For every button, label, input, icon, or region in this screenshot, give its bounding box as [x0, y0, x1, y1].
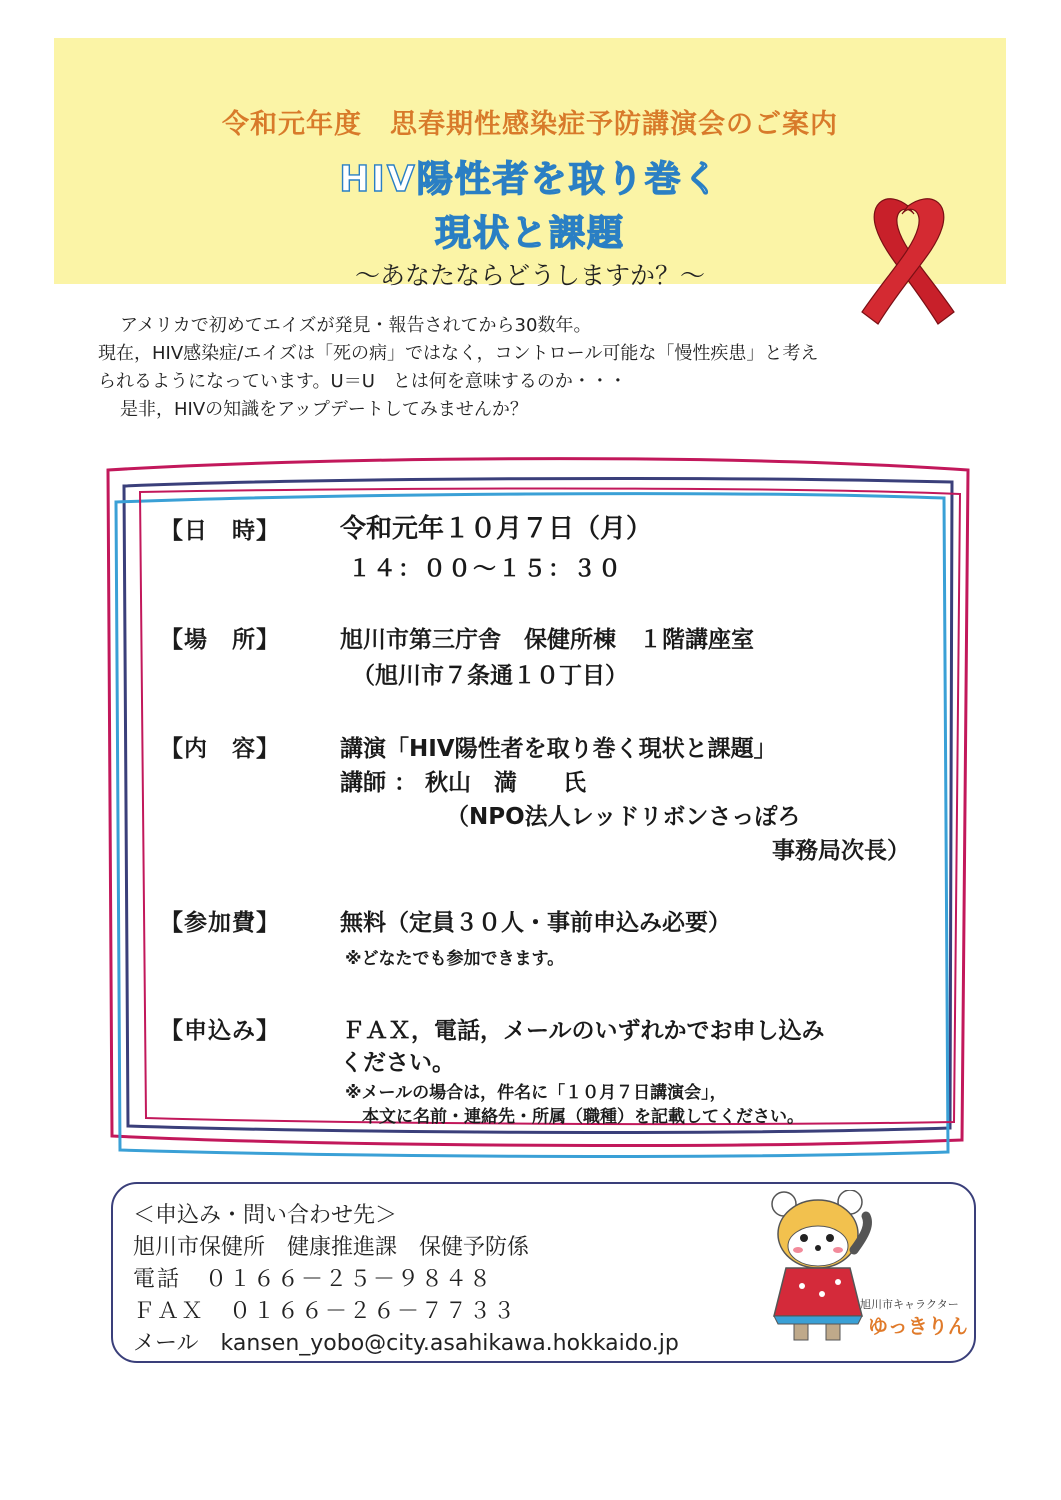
fee-note: ※どなたでも参加できます。	[345, 949, 565, 969]
main-title-line2: 現状と課題	[434, 213, 625, 254]
place-address: （旭川市７条通１０丁目）	[352, 663, 628, 689]
apply-value-1: ＦＡＸ，電話，メールのいずれかでお申し込み	[342, 1018, 825, 1044]
mascot-name: ゆっきりん	[868, 1314, 968, 1338]
contact-heading: ＜申込み・問い合わせ先＞	[133, 1203, 398, 1228]
event-series-title: 令和元年度 思春期性感染症予防講演会のご案内	[222, 109, 838, 140]
place-label: 【場 所】	[160, 627, 280, 653]
main-title-line1: HIV陽性者を取り巻く	[339, 159, 721, 200]
contact-fax: ＦＡＸ ０１６６－２６－７７３３	[133, 1299, 518, 1324]
contact-phone: 電話 ０１６６－２５－９８４８	[133, 1267, 494, 1292]
content-value: 講演「HIV陽性者を取り巻く現状と課題」	[340, 736, 777, 762]
fee-label: 【参加費】	[160, 910, 280, 936]
time-value: １４：００～１５：３０	[348, 556, 623, 582]
mascot-label: 旭川市キャラクター	[860, 1298, 959, 1311]
place-value: 旭川市第三庁舎 保健所棟 １階講座室	[340, 627, 754, 653]
intro-line-3: られるようになっています。U＝U とは何を意味するのか・・・	[98, 371, 627, 392]
intro-line-2: 現在，HIV感染症/エイズは「死の病」ではなく，コントロール可能な「慢性疾患」と考え	[98, 343, 819, 364]
intro-text	[98, 312, 978, 424]
apply-value-2: ください。	[340, 1050, 455, 1076]
lecturer: 講師 ： 秋山 満 氏	[340, 770, 587, 796]
intro-line-1: アメリカで初めてエイズが発見・報告されてから30数年。	[120, 315, 592, 336]
subtitle: ～あなたならどうしますか？～	[354, 261, 705, 290]
contact-office: 旭川市保健所 健康推進課 保健予防係	[133, 1235, 530, 1260]
apply-label: 【申込み】	[160, 1018, 280, 1044]
contact-mail[interactable]: メール kansen_yobo@city.asahikawa.hokkaido.jp	[133, 1331, 679, 1356]
date-label: 【日 時】	[160, 518, 280, 544]
apply-note-2: 本文に名前・連絡先・所属（職種）を記載してください。	[362, 1107, 804, 1127]
apply-note-1: ※メールの場合は，件名に「１０月７日講演会」，	[345, 1083, 727, 1103]
date-value: 令和元年１０月７日（月）	[340, 514, 653, 544]
content-label: 【内 容】	[160, 736, 280, 762]
lecturer-title: 事務局次長）	[772, 838, 910, 864]
intro-line-4: 是非，HIVの知識をアップデートしてみませんか？	[120, 399, 528, 420]
lecturer-org: （NPO法人レッドリボンさっぽろ	[446, 804, 801, 830]
fee-value: 無料（定員３０人・事前申込み必要）	[340, 910, 731, 936]
